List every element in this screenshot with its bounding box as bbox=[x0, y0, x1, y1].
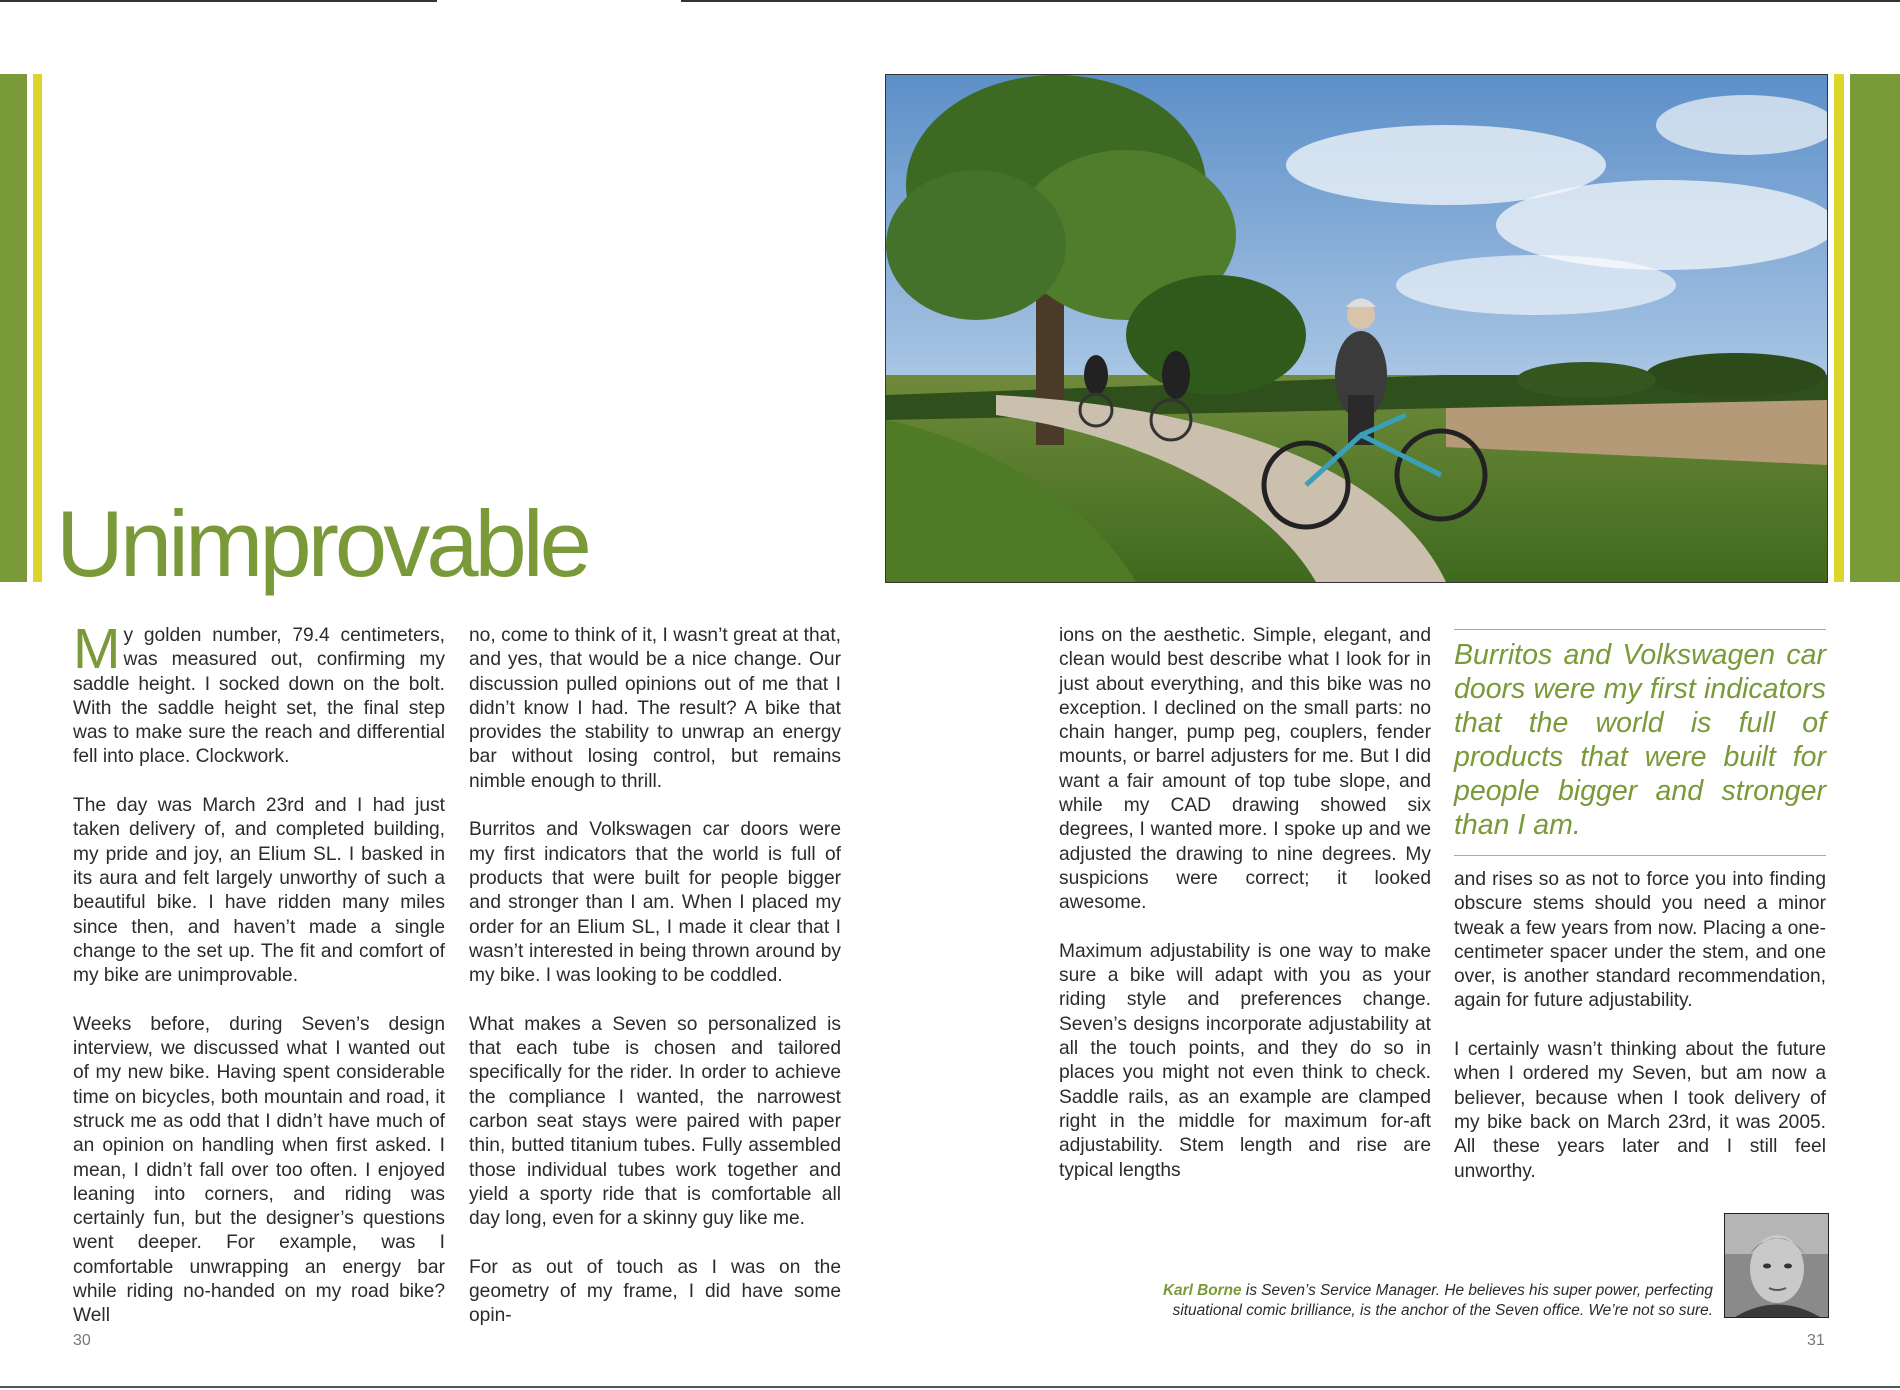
pullquote: Burritos and Volkswagen car doors were my first indicators that the world is full of products that were built for people bigger and stronger than I am. bbox=[1454, 639, 1826, 841]
paragraph: Maximum adjustability is one way to make sure a bike will adapt with you as your riding style and preferences change. Seven’s designs incorporate adjustability at all the touch points, and they do so in places you might not even think to check. Saddle rails, as an example are clamped right in the middle for maximum for-aft adjustability. Stem length and rise are typical lengths bbox=[1059, 940, 1431, 1181]
page-number-left: 30 bbox=[73, 1332, 91, 1349]
paragraph bbox=[73, 617, 445, 770]
paragraph: The day was March 23rd and I had just taken delivery of, and completed building, my pride and joy, an Elium SL. I basked in its aura and felt largely unworthy of such a beautiful bike. I have ridden many miles since then, and haven’t made a single change to the set up. The fit and comfort of my bike are unimprovable. bbox=[73, 795, 445, 987]
paragraph-text: y golden number, 79.4 centimeters, was measured out, confirming my saddle height. I socked down on the bolt. With the saddle height set, the final step was to make sure the reach and differential fell into place. Clockwork. bbox=[73, 625, 445, 768]
cyclists-photo bbox=[885, 74, 1828, 583]
author-bio bbox=[1080, 1281, 1713, 1321]
author-headshot bbox=[1724, 1213, 1829, 1318]
drop-cap: M bbox=[73, 617, 121, 681]
right-yellow-bar bbox=[1834, 74, 1844, 582]
page-number-right: 31 bbox=[1807, 1332, 1825, 1349]
pullquote-rule-bottom bbox=[1454, 855, 1826, 856]
paragraph: What makes a Seven so personalized is that each tube is chosen and tailored specifically for the rider. In order to achieve the compliance I wanted, the narrowest carbon seat stays were paired with paper thin, butted titanium tubes. Fully assembled those individual tubes work together and yield a sporty ride that is comfortable all day long, even for a skinny guy like me. bbox=[469, 1013, 841, 1230]
article-column-1 bbox=[73, 617, 445, 1329]
bio-line-1: is Seven’s Service Manager. He believes his super power, perfecting bbox=[1241, 1282, 1713, 1299]
top-rule-right bbox=[681, 0, 1900, 2]
paragraph: and rises so as not to force you into finding obscure stems should you need a minor tweak a few years from now. Placing a one-centimeter spacer under the stem, and one over, is another standard recommendation, again for future adjustability. bbox=[1454, 869, 1826, 1012]
article-column-3 bbox=[1059, 624, 1431, 1183]
paragraph: Burritos and Volkswagen car doors were my first indicators that the world is full of products that were built for people bigger and stronger than I am. When I placed my order for an Elium SL, I made it clear that I wasn’t interested in being thrown around by my bike. I was looking to be coddled. bbox=[469, 819, 841, 987]
right-green-bar bbox=[1850, 74, 1900, 582]
paragraph: no, come to think of it, I wasn’t great at that, and yes, that would be a nice change. Our discussion pulled opinions out of me that I didn’t know I had. The result? A bike that provides the stability to unwrap an energy bar without losing control, but remains nimble enough to thrill. bbox=[469, 625, 841, 792]
paragraph: For as out of touch as I was on the geometry of my frame, I did have some opin- bbox=[469, 1256, 841, 1327]
paragraph: I certainly wasn’t thinking about the future when I ordered my Seven, but am now a believer, because when I took delivery of my bike back on March 23rd, it was 2005. All these years later and I still feel unworthy. bbox=[1454, 1039, 1826, 1182]
article-column-4 bbox=[1454, 868, 1826, 1184]
top-rule-left bbox=[0, 0, 437, 2]
paragraph: ions on the aesthetic. Simple, elegant, and clean would best describe what I look for in just about everything, and this bike was no exception. I declined on the small parts: no chain hanger, pump peg, couplers, fender mounts, or barrel adjusters for me. But I did want a fair amount of top tube slope, and while my CAD drawing showed six degrees, I wanted more. I spoke up and we adjusted the drawing to nine degrees. My suspicions were correct; it looked awesome. bbox=[1059, 625, 1431, 914]
author-name: Karl Borne bbox=[1162, 1282, 1242, 1299]
article-title: Unimprovable bbox=[56, 491, 588, 596]
paragraph: Weeks before, during Seven’s design interview, we discussed what I wanted out of my new bike. Having spent considerable time on bicycles, both mountain and road, it struck me as odd that I didn’t have much of an opinion on handling when first asked. I mean, I didn’t fall over too often. I enjoyed leaning into corners, and riding was certainly fun, but the designer’s questions went deeper. For example, was I comfortable unwrapping an energy bar while riding no-handed on my road bike? Well bbox=[73, 1013, 445, 1327]
bottom-rule bbox=[0, 1386, 1900, 1388]
left-green-bar bbox=[0, 74, 27, 582]
article-column-2 bbox=[469, 624, 841, 1329]
bio-line-2: situational comic brilliance, is the anchor of the Seven office. We’re not so sure. bbox=[1172, 1302, 1713, 1319]
pullquote-rule-top bbox=[1454, 629, 1826, 630]
left-yellow-bar bbox=[33, 74, 42, 582]
